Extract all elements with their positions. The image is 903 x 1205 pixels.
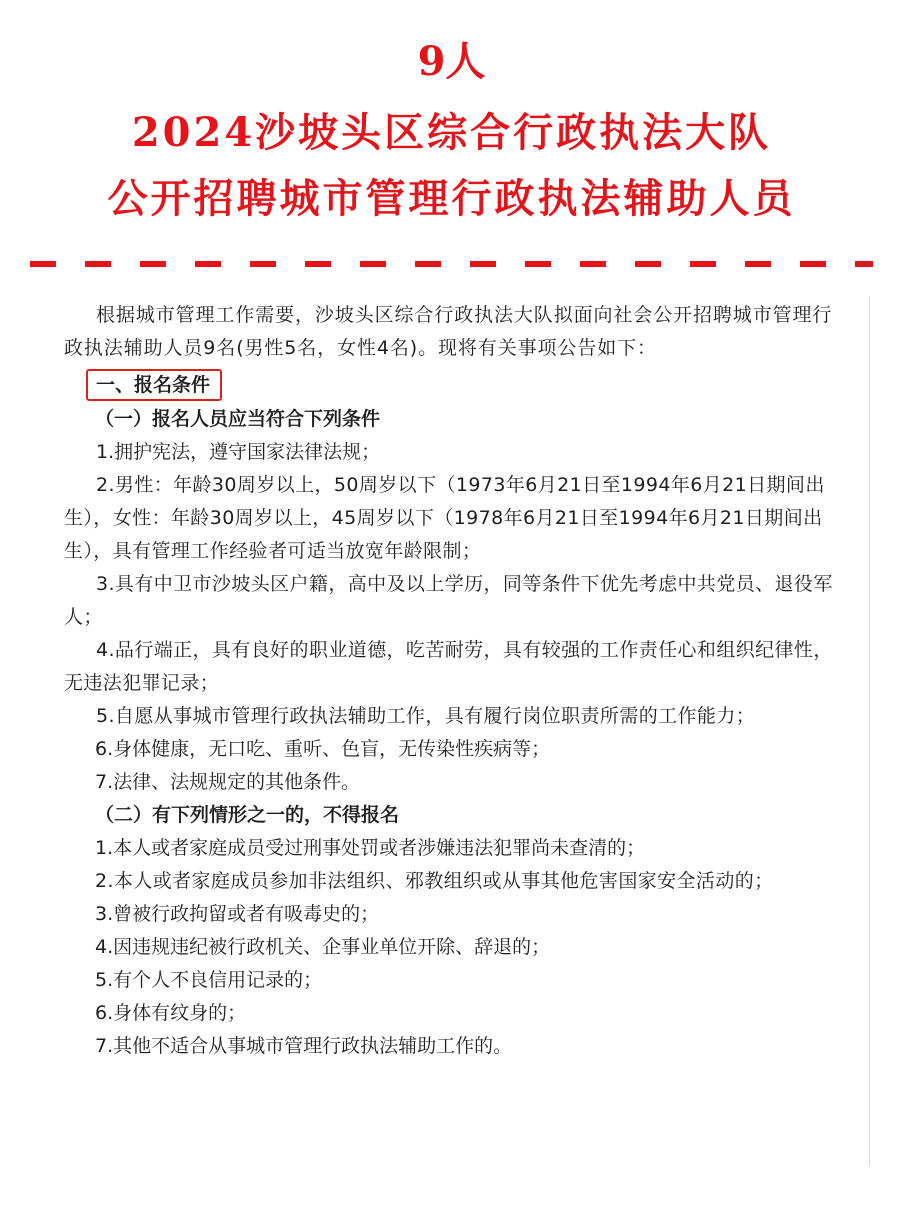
intro-paragraph: 根据城市管理工作需要，沙坡头区综合行政执法大队拟面向社会公开招聘城市管理行政执法辅助人员9名(男性5名，女性4名)。现将有关事项公告如下： [64,304,833,359]
section-heading-eligibility: 一、报名条件 [86,369,222,401]
title-headcount: 9人 [417,38,486,85]
list-item: 7.其他不适合从事城市管理行政执法辅助工作的。 [95,1035,513,1057]
subsection-title-requirements: （一）报名人员应当符合下列条件 [95,408,381,430]
list-item: 2.本人或者家庭成员参加非法组织、邪教组织或从事其他危害国家安全活动的； [95,870,774,892]
list-item: 4.品行端正，具有良好的职业道德，吃苦耐劳，具有较强的工作责任心和组织纪律性，无违法犯罪记录； [64,639,833,694]
list-item: 6.身体有纹身的； [95,1002,247,1024]
list-item: 1.本人或者家庭成员受过刑事处罚或者涉嫌违法犯罪尚未查清的； [95,837,646,859]
subsection-title-exclusions: （二）有下列情形之一的，不得报名 [95,804,400,826]
list-item: 6.身体健康，无口吃、重听、色盲，无传染性疾病等； [95,738,551,760]
list-item: 7.法律、法规规定的其他条件。 [95,771,361,793]
list-item: 5.自愿从事城市管理行政执法辅助工作，具有履行岗位职责所需的工作能力； [96,705,756,727]
list-item: 4.因违规违纪被行政机关、企事业单位开除、辞退的； [95,936,551,958]
list-item: 2.男性：年龄30周岁以上，50周岁以下（1973年6月21日至1994年6月21日期间出生），女性：年龄30周岁以上，45周岁以下（1978年6月21日至1994年6月21日期间出生），具有管理工作经验者可适当放宽年龄限制； [64,474,825,562]
list-item: 1.拥护宪法，遵守国家法律法规； [96,441,381,463]
title-organization: 2024沙坡头区综合行政执法大队 [131,109,772,156]
list-item: 3.曾被行政拘留或者有吸毒史的； [95,903,380,925]
title-position: 公开招聘城市管理行政执法辅助人员 [107,175,796,222]
list-item: 5.有个人不良信用记录的； [95,969,323,991]
announcement-body [64,299,840,1063]
list-item: 3.具有中卫市沙坡头区户籍，高中及以上学历，同等条件下优先考虑中共党员、退役军人； [64,573,833,628]
dashed-divider [30,261,873,267]
right-border-line [869,296,870,1166]
announcement-title [0,38,903,224]
